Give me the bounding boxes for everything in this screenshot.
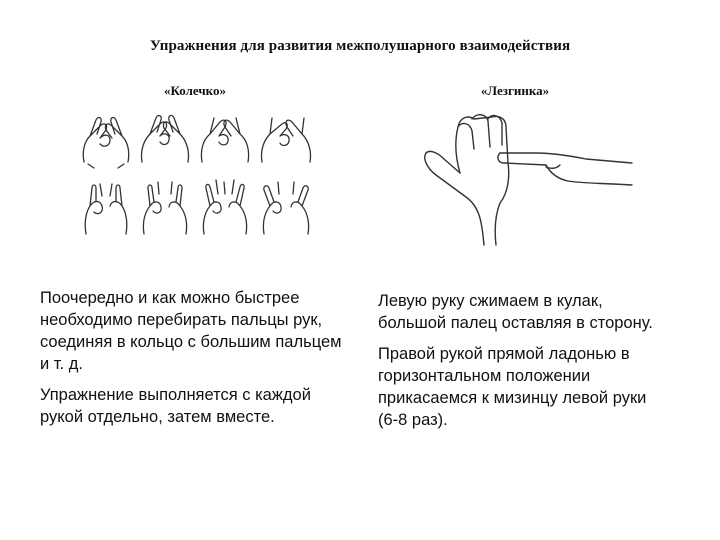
hand-pair-6 [143, 182, 186, 234]
ring-exercise-paragraph-2: Упражнение выполняется с каждой рукой отдельно, затем вместе. [40, 386, 311, 426]
hand-pair-7 [203, 180, 246, 234]
ring-exercise-paragraph-1: Поочередно и как можно быстрее необходимо перебирать пальцы рук, соединяя в кольцо с большим пальцем и т. д. [40, 289, 342, 373]
hand-fist-palm-illustration [396, 103, 636, 247]
hand-pair-5 [85, 184, 127, 234]
hand-ring-fingers-illustration [76, 108, 324, 244]
ring-exercise-description [40, 287, 350, 437]
lezginka-exercise-paragraph-1: Левую руку сжимаем в кулак, большой палец оставляя в сторону. [378, 292, 653, 332]
lezginka-exercise-description [378, 290, 668, 440]
page-title: Упражнения для развития межполушарного взаимодействия [149, 38, 571, 54]
hand-pair-3 [201, 118, 248, 162]
lezginka-exercise-paragraph-2: Правой рукой прямой ладонью в горизонтальном положении прикасаемся к мизинцу левой руки (6-8 раз). [378, 345, 647, 429]
hand-pair-1 [83, 118, 129, 168]
ring-exercise-caption: «Колечко» [164, 83, 226, 98]
hand-pair-8 [263, 182, 308, 234]
hand-pair-2 [141, 116, 188, 162]
hand-pair-4 [261, 118, 310, 162]
lezginka-exercise-caption: «Лезгинка» [480, 83, 550, 98]
